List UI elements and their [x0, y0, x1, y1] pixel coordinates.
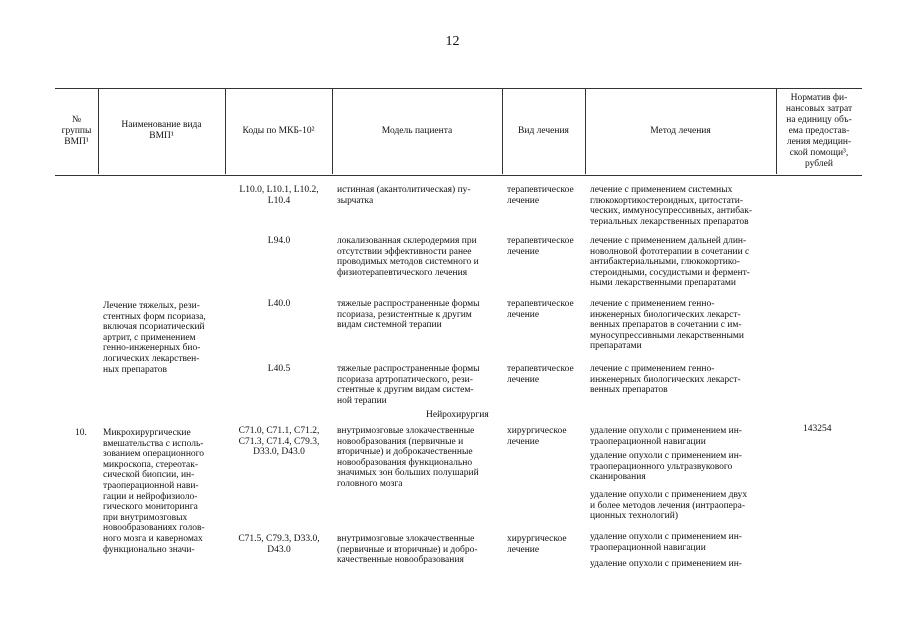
header-treatment-type: Вид лечения	[518, 125, 569, 136]
row-treatment-method: удаление опухоли с применением ин- траоперационного ультразвукового сканирования	[590, 451, 742, 483]
page-number: 12	[445, 34, 460, 49]
row-patient-model: локализованная склеродермия при отсутствии эффективности ранее проводимых методов системного и физиотерапевтического лечения	[337, 236, 479, 278]
row-treatment-type: хирургическое лечение	[507, 426, 567, 447]
group-number: 10.	[75, 428, 87, 438]
row-treatment-method: удаление опухоли с применением ин-	[590, 559, 742, 569]
row-patient-model: внутримозговые злокачественные новообразования (первичные и вторичные) и доброкачественные новообразования функционально значимых зон больших полушарий головного мозга	[337, 426, 479, 489]
header-group-number: № группы ВМП¹	[61, 114, 92, 147]
row-treatment-method: удаление опухоли с применением ин- траоперационной навигации	[590, 426, 742, 447]
row-codes: C71.5, C79.3, D33.0, D43.0	[238, 534, 320, 555]
row-treatment-method: лечение с применением системных глюкокортикостероидных, цитостати- ческих, иммуносупрессивных, антибак- териальных лекарственных препаратов	[590, 185, 753, 227]
row-treatment-type: хирургическое лечение	[507, 534, 567, 555]
group-vmp-name: Микрохирургические вмешательства с исполь- зованием операционного микроскопа, стереотак- сической биопсии, ин- траоперационной нави- гации и нейрофизиоло- гического мониторинга при внутримозговых новообразованиях голов- ного мозга и каверномах функционально значи-	[103, 428, 205, 555]
row-treatment-method: лечение с применением генно- инженерных биологических лекарст- венных препаратов	[590, 364, 741, 396]
row-codes: L40.5	[267, 364, 291, 374]
cost-norm-value: 143254	[803, 424, 832, 434]
row-patient-model: тяжелые распространенные формы псориаза, резистентные к другим видам системной терапии	[337, 299, 480, 331]
row-codes: L10.0, L10.1, L10.2, L10.4	[239, 185, 319, 206]
header-treatment-method: Метод лечения	[650, 125, 711, 136]
section-title: Нейрохирургия	[426, 410, 489, 420]
row-treatment-type: терапевтическое лечение	[507, 299, 574, 320]
row-patient-model: тяжелые распространенные формы псориаза артропатического, рези- стентные к другим видам систем- ной терапии	[337, 364, 480, 406]
header-patient-model: Модель пациента	[381, 125, 453, 136]
header-icd-codes: Коды по МКБ-10²	[242, 125, 315, 136]
row-treatment-type: терапевтическое лечение	[507, 236, 574, 257]
row-codes: C71.0, C71.1, C71.2, C71.3, C71.4, C79.3, D33.0, D43.0	[238, 426, 320, 458]
row-treatment-type: терапевтическое лечение	[507, 185, 574, 206]
row-patient-model: внутримозговые злокачественные (первичные и вторичные) и добро- качественные новообразования	[337, 534, 478, 566]
header-vmp-name: Наименование вида ВМП¹	[121, 120, 202, 141]
header-cost-norm: Норматив фи- нансовых затрат на единицу объ- ема предостав- ления медицин- ской помощи³, рублей	[785, 92, 853, 169]
row-treatment-type: терапевтическое лечение	[507, 364, 574, 385]
row-codes: L40.0	[267, 299, 291, 309]
row-treatment-method: удаление опухоли с применением ин- траоперационной навигации	[590, 532, 742, 553]
row-codes: L94.0	[267, 236, 291, 246]
psoriasis-vmp-name: Лечение тяжелых, рези- стентных форм псориаза, включая псориатический артрит, с применением генно-инженерных био- логических лекарствен- ных препаратов	[103, 301, 206, 375]
row-treatment-method: лечение с применением дальней длин- новолновой фототерапии в сочетании с антибактериальными, глюкокортико- стероидными, сосудистыми и фермент- ными лекарственными препаратами	[590, 236, 750, 289]
row-treatment-method: удаление опухоли с применением двух и более методов лечения (интраопера- ционных технологий)	[590, 490, 748, 522]
row-patient-model: истинная (акантолитическая) пу- зырчатка	[337, 185, 471, 206]
row-treatment-method: лечение с применением генно- инженерных биологических лекарст- венных препаратов в сочетании с им- муносупрессивными лекарственными препаратами	[590, 299, 744, 352]
